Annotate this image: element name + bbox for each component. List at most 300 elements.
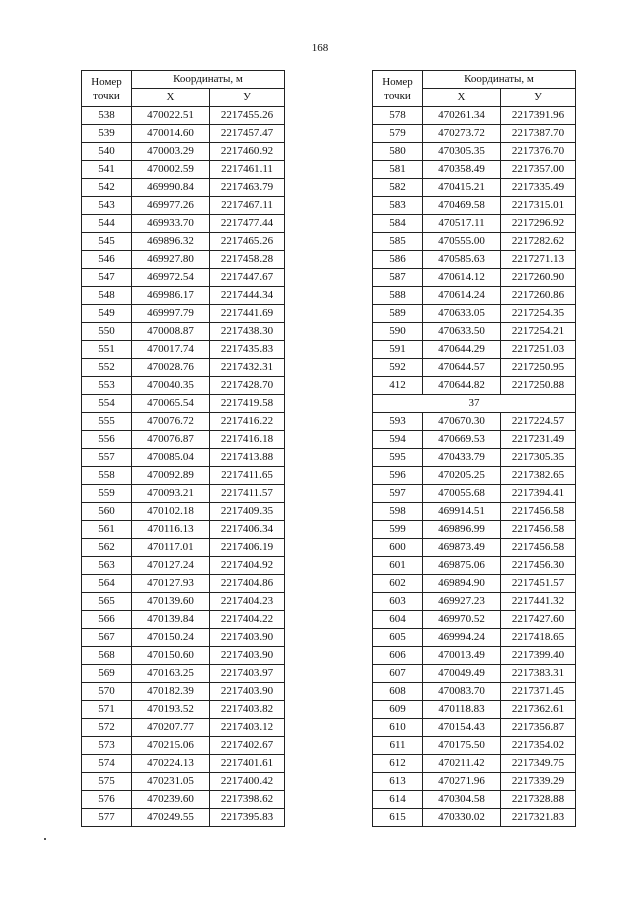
x-coordinate-cell: 469894.90	[423, 575, 501, 593]
table-row	[373, 287, 576, 305]
x-coordinate-cell: 469914.51	[423, 503, 501, 521]
y-coordinate-cell: 2217404.92	[210, 557, 285, 575]
y-column-header: У	[501, 89, 576, 107]
point-number-cell: 565	[82, 593, 132, 611]
y-coordinate-cell: 2217456.30	[501, 557, 576, 575]
point-number-cell: 555	[82, 413, 132, 431]
point-number-header	[373, 71, 423, 107]
x-coordinate-cell: 470175.50	[423, 737, 501, 755]
y-coordinate-cell: 2217282.62	[501, 233, 576, 251]
table-row	[82, 215, 285, 233]
point-number-cell: 552	[82, 359, 132, 377]
table-row	[373, 665, 576, 683]
y-coordinate-cell: 2217403.12	[210, 719, 285, 737]
x-coordinate-cell: 469990.84	[132, 179, 210, 197]
table-row	[82, 611, 285, 629]
y-coordinate-cell: 2217254.35	[501, 305, 576, 323]
x-coordinate-cell: 470065.54	[132, 395, 210, 413]
point-number-cell: 545	[82, 233, 132, 251]
y-coordinate-cell: 2217339.29	[501, 773, 576, 791]
point-number-cell: 580	[373, 143, 423, 161]
point-number-cell: 542	[82, 179, 132, 197]
point-number-cell: 546	[82, 251, 132, 269]
x-coordinate-cell: 469927.80	[132, 251, 210, 269]
point-number-cell: 584	[373, 215, 423, 233]
point-number-cell: 590	[373, 323, 423, 341]
y-coordinate-cell: 2217231.49	[501, 431, 576, 449]
y-coordinate-cell: 2217461.11	[210, 161, 285, 179]
y-coordinate-cell: 2217403.90	[210, 629, 285, 647]
point-header-line2: точки	[384, 89, 411, 102]
x-coordinate-cell: 470002.59	[132, 161, 210, 179]
table-row	[82, 341, 285, 359]
table-row	[82, 359, 285, 377]
table-row	[82, 395, 285, 413]
table-row	[373, 755, 576, 773]
point-number-cell: 600	[373, 539, 423, 557]
x-coordinate-cell: 470154.43	[423, 719, 501, 737]
table-row	[373, 791, 576, 809]
point-number-cell: 562	[82, 539, 132, 557]
table-row	[82, 305, 285, 323]
x-coordinate-cell: 470633.05	[423, 305, 501, 323]
table-row	[373, 809, 576, 827]
point-number-cell: 566	[82, 611, 132, 629]
point-number-cell: 569	[82, 665, 132, 683]
point-number-cell: 594	[373, 431, 423, 449]
x-coordinate-cell: 470093.21	[132, 485, 210, 503]
x-coordinate-cell: 470013.49	[423, 647, 501, 665]
y-coordinate-cell: 2217413.88	[210, 449, 285, 467]
x-coordinate-cell: 470102.18	[132, 503, 210, 521]
x-coordinate-cell: 470083.70	[423, 683, 501, 701]
y-coordinate-cell: 2217435.83	[210, 341, 285, 359]
point-header-line1: Номер	[91, 75, 122, 88]
table-row	[82, 557, 285, 575]
page-number: 168	[311, 42, 329, 54]
point-number-cell: 598	[373, 503, 423, 521]
x-coordinate-cell: 470211.42	[423, 755, 501, 773]
table-row	[82, 287, 285, 305]
point-number-cell: 589	[373, 305, 423, 323]
table-row	[373, 251, 576, 269]
x-coordinate-cell: 470076.87	[132, 431, 210, 449]
table-row	[82, 683, 285, 701]
point-number-cell: 603	[373, 593, 423, 611]
point-number-cell: 604	[373, 611, 423, 629]
y-coordinate-cell: 2217465.26	[210, 233, 285, 251]
x-coordinate-cell: 470182.39	[132, 683, 210, 701]
y-coordinate-cell: 2217260.86	[501, 287, 576, 305]
y-coordinate-cell: 2217419.58	[210, 395, 285, 413]
table-row	[82, 125, 285, 143]
x-coordinate-cell: 470003.29	[132, 143, 210, 161]
table-row	[82, 665, 285, 683]
point-number-cell: 607	[373, 665, 423, 683]
point-number-cell: 577	[82, 809, 132, 827]
y-coordinate-cell: 2217224.57	[501, 413, 576, 431]
x-coordinate-cell: 470139.60	[132, 593, 210, 611]
point-number-cell: 605	[373, 629, 423, 647]
point-number-cell: 543	[82, 197, 132, 215]
table-row	[373, 125, 576, 143]
y-coordinate-cell: 2217391.96	[501, 107, 576, 125]
point-number-cell: 575	[82, 773, 132, 791]
table-row	[82, 593, 285, 611]
table-row	[82, 701, 285, 719]
table-row	[82, 575, 285, 593]
table-row	[82, 251, 285, 269]
x-coordinate-cell: 470670.30	[423, 413, 501, 431]
table-row	[373, 683, 576, 701]
y-coordinate-cell: 2217402.67	[210, 737, 285, 755]
x-coordinate-cell: 470261.34	[423, 107, 501, 125]
y-coordinate-cell: 2217305.35	[501, 449, 576, 467]
x-coordinate-cell: 470193.52	[132, 701, 210, 719]
table-row	[373, 719, 576, 737]
x-coordinate-cell: 470163.25	[132, 665, 210, 683]
x-coordinate-cell: 470415.21	[423, 179, 501, 197]
point-number-cell: 574	[82, 755, 132, 773]
table-row	[373, 323, 576, 341]
point-number-cell: 606	[373, 647, 423, 665]
point-number-header	[82, 71, 132, 107]
section-row	[373, 395, 576, 413]
y-coordinate-cell: 2217328.88	[501, 791, 576, 809]
x-coordinate-cell: 470215.06	[132, 737, 210, 755]
y-coordinate-cell: 2217371.45	[501, 683, 576, 701]
table-row	[373, 269, 576, 287]
x-coordinate-cell: 470049.49	[423, 665, 501, 683]
table-row	[82, 521, 285, 539]
point-number-cell: 593	[373, 413, 423, 431]
y-coordinate-cell: 2217444.34	[210, 287, 285, 305]
point-number-cell: 585	[373, 233, 423, 251]
y-coordinate-cell: 2217376.70	[501, 143, 576, 161]
point-number-cell: 554	[82, 395, 132, 413]
table-row	[373, 341, 576, 359]
x-coordinate-cell: 470028.76	[132, 359, 210, 377]
point-number-cell: 567	[82, 629, 132, 647]
table-row	[82, 503, 285, 521]
point-number-cell: 551	[82, 341, 132, 359]
point-number-cell: 549	[82, 305, 132, 323]
point-number-cell: 547	[82, 269, 132, 287]
point-number-cell: 601	[373, 557, 423, 575]
y-coordinate-cell: 2217401.61	[210, 755, 285, 773]
point-number-cell: 541	[82, 161, 132, 179]
table-body	[82, 107, 285, 827]
point-header-line2: точки	[93, 89, 120, 102]
y-coordinate-cell: 2217349.75	[501, 755, 576, 773]
y-coordinate-cell: 2217321.83	[501, 809, 576, 827]
x-coordinate-cell: 470644.82	[423, 377, 501, 395]
x-coordinate-cell: 470117.01	[132, 539, 210, 557]
point-number-cell: 563	[82, 557, 132, 575]
section-label: 37	[373, 395, 576, 413]
point-number-cell: 597	[373, 485, 423, 503]
y-coordinate-cell: 2217477.44	[210, 215, 285, 233]
x-coordinate-cell: 470014.60	[132, 125, 210, 143]
y-coordinate-cell: 2217432.31	[210, 359, 285, 377]
y-coordinate-cell: 2217383.31	[501, 665, 576, 683]
x-coordinate-cell: 470207.77	[132, 719, 210, 737]
point-number-cell: 613	[373, 773, 423, 791]
y-coordinate-cell: 2217250.95	[501, 359, 576, 377]
x-coordinate-cell: 469986.17	[132, 287, 210, 305]
table-row	[82, 719, 285, 737]
point-number-cell: 582	[373, 179, 423, 197]
y-coordinate-cell: 2217411.57	[210, 485, 285, 503]
point-number-cell: 561	[82, 521, 132, 539]
table-row	[82, 323, 285, 341]
y-coordinate-cell: 2217463.79	[210, 179, 285, 197]
x-coordinate-cell: 470118.83	[423, 701, 501, 719]
point-number-cell: 412	[373, 377, 423, 395]
y-coordinate-cell: 2217271.13	[501, 251, 576, 269]
table-row	[82, 737, 285, 755]
point-number-cell: 550	[82, 323, 132, 341]
table-row	[373, 413, 576, 431]
table-row	[82, 233, 285, 251]
y-coordinate-cell: 2217251.03	[501, 341, 576, 359]
table-row	[82, 179, 285, 197]
y-coordinate-cell: 2217400.42	[210, 773, 285, 791]
y-coordinate-cell: 2217403.90	[210, 683, 285, 701]
point-number-cell: 570	[82, 683, 132, 701]
x-coordinate-cell: 470249.55	[132, 809, 210, 827]
y-coordinate-cell: 2217250.88	[501, 377, 576, 395]
x-coordinate-cell: 470092.89	[132, 467, 210, 485]
table-row	[373, 611, 576, 629]
table-row	[373, 197, 576, 215]
point-header-line1: Номер	[382, 75, 413, 88]
y-coordinate-cell: 2217416.18	[210, 431, 285, 449]
table-row	[82, 269, 285, 287]
x-coordinate-cell: 470614.12	[423, 269, 501, 287]
point-number-cell: 615	[373, 809, 423, 827]
x-coordinate-cell: 470469.58	[423, 197, 501, 215]
point-number-cell: 591	[373, 341, 423, 359]
point-number-cell: 586	[373, 251, 423, 269]
table-row	[82, 431, 285, 449]
y-coordinate-cell: 2217357.00	[501, 161, 576, 179]
point-number-cell: 583	[373, 197, 423, 215]
x-coordinate-cell: 470205.25	[423, 467, 501, 485]
point-number-cell: 573	[82, 737, 132, 755]
x-column-header: X	[423, 89, 501, 107]
x-coordinate-cell: 469896.32	[132, 233, 210, 251]
x-coordinate-cell: 470517.11	[423, 215, 501, 233]
point-number-cell: 581	[373, 161, 423, 179]
point-number-cell: 614	[373, 791, 423, 809]
x-coordinate-cell: 469970.52	[423, 611, 501, 629]
point-number-cell: 553	[82, 377, 132, 395]
y-coordinate-cell: 2217451.57	[501, 575, 576, 593]
point-number-cell: 557	[82, 449, 132, 467]
table-row	[82, 467, 285, 485]
point-number-cell: 611	[373, 737, 423, 755]
y-coordinate-cell: 2217260.90	[501, 269, 576, 287]
y-coordinate-cell: 2217455.26	[210, 107, 285, 125]
x-coordinate-cell: 470358.49	[423, 161, 501, 179]
table-row	[373, 557, 576, 575]
x-coordinate-cell: 470273.72	[423, 125, 501, 143]
point-number-cell: 538	[82, 107, 132, 125]
table-row	[373, 107, 576, 125]
y-coordinate-cell: 2217406.34	[210, 521, 285, 539]
y-coordinate-cell: 2217409.35	[210, 503, 285, 521]
x-coordinate-cell: 470224.13	[132, 755, 210, 773]
x-coordinate-cell: 470669.53	[423, 431, 501, 449]
x-coordinate-cell: 470022.51	[132, 107, 210, 125]
x-coordinate-cell: 470008.87	[132, 323, 210, 341]
x-coordinate-cell: 470614.24	[423, 287, 501, 305]
point-number-cell: 608	[373, 683, 423, 701]
y-coordinate-cell: 2217403.82	[210, 701, 285, 719]
table-row	[373, 521, 576, 539]
point-number-cell: 612	[373, 755, 423, 773]
table-row	[373, 485, 576, 503]
table-row	[82, 107, 285, 125]
table-row	[373, 701, 576, 719]
x-coordinate-cell: 470017.74	[132, 341, 210, 359]
table-row	[373, 593, 576, 611]
x-coordinate-cell: 470139.84	[132, 611, 210, 629]
point-number-cell: 568	[82, 647, 132, 665]
point-number-cell: 559	[82, 485, 132, 503]
point-number-cell: 558	[82, 467, 132, 485]
point-number-cell: 548	[82, 287, 132, 305]
table-row	[82, 485, 285, 503]
y-coordinate-cell: 2217411.65	[210, 467, 285, 485]
table-row	[82, 773, 285, 791]
point-number-cell: 576	[82, 791, 132, 809]
table-row	[82, 377, 285, 395]
y-coordinate-cell: 2217362.61	[501, 701, 576, 719]
y-coordinate-cell: 2217458.28	[210, 251, 285, 269]
table-row	[373, 449, 576, 467]
x-coordinate-cell: 469972.54	[132, 269, 210, 287]
table-row	[373, 773, 576, 791]
y-coordinate-cell: 2217404.22	[210, 611, 285, 629]
x-coordinate-cell: 469933.70	[132, 215, 210, 233]
table-row	[82, 413, 285, 431]
table-row	[373, 575, 576, 593]
table-row	[82, 539, 285, 557]
x-coordinate-cell: 469873.49	[423, 539, 501, 557]
point-number-cell: 599	[373, 521, 423, 539]
table-row	[373, 233, 576, 251]
y-coordinate-cell: 2217254.21	[501, 323, 576, 341]
x-coordinate-cell: 470085.04	[132, 449, 210, 467]
scan-dot	[44, 838, 46, 840]
y-coordinate-cell: 2217403.90	[210, 647, 285, 665]
table-row	[82, 647, 285, 665]
x-coordinate-cell: 470231.05	[132, 773, 210, 791]
x-coordinate-cell: 470055.68	[423, 485, 501, 503]
x-coordinate-cell: 469977.26	[132, 197, 210, 215]
y-coordinate-cell: 2217296.92	[501, 215, 576, 233]
table-row	[82, 143, 285, 161]
y-coordinate-cell: 2217404.86	[210, 575, 285, 593]
x-coordinate-cell: 470127.93	[132, 575, 210, 593]
table-row	[373, 179, 576, 197]
y-coordinate-cell: 2217406.19	[210, 539, 285, 557]
table-row	[373, 431, 576, 449]
point-number-cell: 587	[373, 269, 423, 287]
y-coordinate-cell: 2217460.92	[210, 143, 285, 161]
y-coordinate-cell: 2217438.30	[210, 323, 285, 341]
y-coordinate-cell: 2217315.01	[501, 197, 576, 215]
point-number-cell: 571	[82, 701, 132, 719]
x-coordinate-cell: 470076.72	[132, 413, 210, 431]
y-coordinate-cell: 2217335.49	[501, 179, 576, 197]
x-coordinate-cell: 470271.96	[423, 773, 501, 791]
y-column-header: У	[210, 89, 285, 107]
coordinates-table-left	[81, 70, 285, 827]
point-number-cell: 560	[82, 503, 132, 521]
table-row	[82, 791, 285, 809]
point-number-cell: 596	[373, 467, 423, 485]
y-coordinate-cell: 2217403.97	[210, 665, 285, 683]
table-row	[82, 809, 285, 827]
x-coordinate-cell: 470304.58	[423, 791, 501, 809]
x-coordinate-cell: 470305.35	[423, 143, 501, 161]
table-row	[373, 359, 576, 377]
point-number-cell: 556	[82, 431, 132, 449]
coordinates-table-right	[372, 70, 576, 827]
x-coordinate-cell: 470330.02	[423, 809, 501, 827]
y-coordinate-cell: 2217382.65	[501, 467, 576, 485]
y-coordinate-cell: 2217398.62	[210, 791, 285, 809]
x-coordinate-cell: 470585.63	[423, 251, 501, 269]
y-coordinate-cell: 2217456.58	[501, 521, 576, 539]
y-coordinate-cell: 2217416.22	[210, 413, 285, 431]
x-coordinate-cell: 470127.24	[132, 557, 210, 575]
point-number-cell: 578	[373, 107, 423, 125]
point-number-cell: 610	[373, 719, 423, 737]
x-coordinate-cell: 470116.13	[132, 521, 210, 539]
table-body	[373, 107, 576, 827]
y-coordinate-cell: 2217441.69	[210, 305, 285, 323]
x-coordinate-cell: 469875.06	[423, 557, 501, 575]
table-row	[373, 215, 576, 233]
table-row	[373, 737, 576, 755]
y-coordinate-cell: 2217456.58	[501, 503, 576, 521]
y-coordinate-cell: 2217399.40	[501, 647, 576, 665]
point-number-cell: 588	[373, 287, 423, 305]
x-coordinate-cell: 470555.00	[423, 233, 501, 251]
x-coordinate-cell: 469997.79	[132, 305, 210, 323]
table-row	[82, 449, 285, 467]
x-coordinate-cell: 470433.79	[423, 449, 501, 467]
y-coordinate-cell: 2217467.11	[210, 197, 285, 215]
y-coordinate-cell: 2217456.58	[501, 539, 576, 557]
y-coordinate-cell: 2217428.70	[210, 377, 285, 395]
x-coordinate-cell: 470150.60	[132, 647, 210, 665]
coordinates-header: Координаты, м	[423, 71, 576, 89]
y-coordinate-cell: 2217404.23	[210, 593, 285, 611]
point-number-cell: 564	[82, 575, 132, 593]
x-coordinate-cell: 469896.99	[423, 521, 501, 539]
table-row	[373, 503, 576, 521]
point-number-cell: 544	[82, 215, 132, 233]
table-row	[82, 629, 285, 647]
point-number-cell: 602	[373, 575, 423, 593]
y-coordinate-cell: 2217356.87	[501, 719, 576, 737]
table-row	[373, 161, 576, 179]
